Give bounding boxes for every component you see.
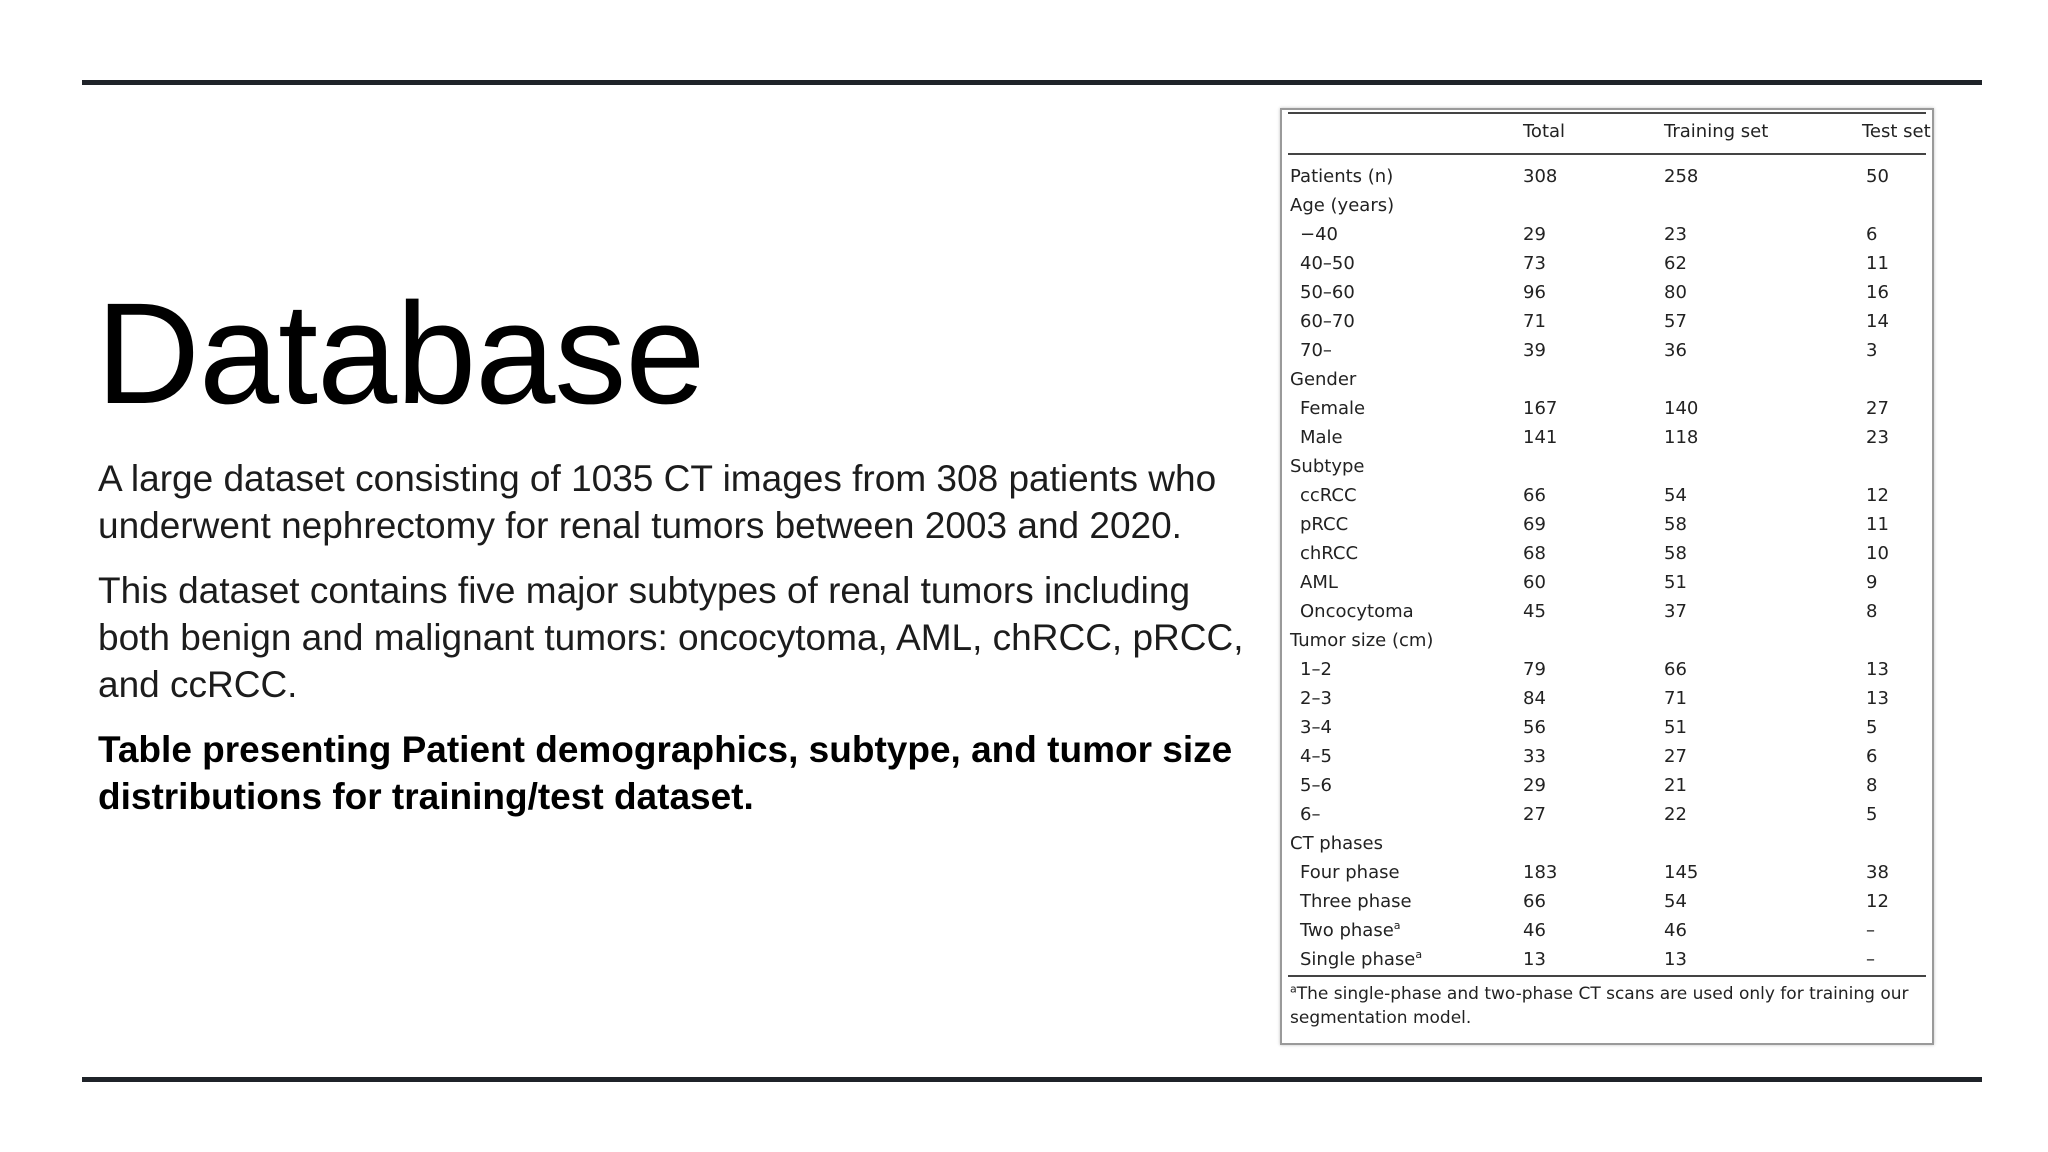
row-label bbox=[1300, 394, 1365, 423]
cell-training: 58 bbox=[1664, 543, 1687, 564]
cell-total: 79 bbox=[1523, 659, 1546, 680]
row-label-text: 50–60 bbox=[1300, 282, 1355, 303]
cell-total: 27 bbox=[1523, 804, 1546, 825]
table-footnote bbox=[1290, 982, 1924, 1030]
cell-training: 66 bbox=[1664, 659, 1687, 680]
cell-test: 5 bbox=[1866, 804, 1878, 825]
row-label bbox=[1290, 162, 1393, 191]
row-label-text: AML bbox=[1300, 572, 1338, 593]
cell-test: 13 bbox=[1866, 688, 1889, 709]
cell-training: 58 bbox=[1664, 514, 1687, 535]
cell-test: 8 bbox=[1866, 775, 1878, 796]
row-label-text: 1–2 bbox=[1300, 659, 1332, 680]
row-label bbox=[1300, 249, 1355, 278]
cell-training: 51 bbox=[1664, 717, 1687, 738]
cell-total: 60 bbox=[1523, 572, 1546, 593]
row-label-footnote-mark: a bbox=[1393, 919, 1401, 932]
table-row bbox=[1282, 568, 1932, 597]
row-label bbox=[1300, 423, 1343, 452]
row-label-text: 60–70 bbox=[1300, 311, 1355, 332]
row-label-text: Four phase bbox=[1300, 862, 1400, 883]
table-body bbox=[1282, 162, 1932, 974]
table-row bbox=[1282, 800, 1932, 829]
top-divider bbox=[82, 80, 1982, 85]
table-row bbox=[1282, 307, 1932, 336]
row-label bbox=[1300, 539, 1358, 568]
cell-training: 46 bbox=[1664, 920, 1687, 941]
cell-training: 21 bbox=[1664, 775, 1687, 796]
row-label bbox=[1300, 945, 1422, 974]
row-label-text: Patients (n) bbox=[1290, 166, 1394, 187]
paragraph-subtypes: This dataset contains five major subtypes of renal tumors including both benign and malignant tumors: oncocytoma, AML, chRCC, pRCC, and ccRCC. bbox=[98, 570, 1244, 705]
table-header-training: Training set bbox=[1664, 121, 1769, 142]
row-label bbox=[1300, 713, 1332, 742]
footnote-mark: a bbox=[1290, 982, 1297, 996]
cell-training: 54 bbox=[1664, 891, 1687, 912]
table-header-total: Total bbox=[1523, 121, 1566, 142]
cell-training: 80 bbox=[1664, 282, 1687, 303]
cell-training: 23 bbox=[1664, 224, 1687, 245]
cell-test: 6 bbox=[1866, 746, 1878, 767]
row-label bbox=[1290, 829, 1383, 858]
row-label-text: 2–3 bbox=[1300, 688, 1332, 709]
row-label bbox=[1300, 916, 1401, 945]
row-label-text: Single phase bbox=[1300, 949, 1416, 970]
cell-test: 27 bbox=[1866, 398, 1889, 419]
cell-total: 45 bbox=[1523, 601, 1546, 622]
table-row bbox=[1282, 510, 1932, 539]
cell-test: – bbox=[1866, 920, 1875, 941]
cell-total: 71 bbox=[1523, 311, 1546, 332]
cell-test: 11 bbox=[1866, 253, 1889, 274]
table-row bbox=[1282, 684, 1932, 713]
row-label bbox=[1300, 278, 1355, 307]
table-row bbox=[1282, 742, 1932, 771]
row-label bbox=[1300, 336, 1332, 365]
cell-training: 13 bbox=[1664, 949, 1687, 970]
row-label-text: Two phase bbox=[1300, 920, 1394, 941]
row-label-text: Male bbox=[1300, 427, 1343, 448]
cell-training: 22 bbox=[1664, 804, 1687, 825]
cell-training: 145 bbox=[1664, 862, 1699, 883]
cell-test: – bbox=[1866, 949, 1875, 970]
paragraph-dataset-size: A large dataset consisting of 1035 CT images from 308 patients who underwent nephrectomy for renal tumors between 2003 and 2020. bbox=[98, 458, 1217, 546]
table-row bbox=[1282, 887, 1932, 916]
cell-total: 29 bbox=[1523, 224, 1546, 245]
cell-total: 56 bbox=[1523, 717, 1546, 738]
row-label-footnote-mark: a bbox=[1415, 948, 1423, 961]
cell-training: 54 bbox=[1664, 485, 1687, 506]
row-label bbox=[1300, 771, 1332, 800]
row-label bbox=[1300, 742, 1332, 771]
table-bottom-rule bbox=[1288, 975, 1926, 977]
row-label-text: Female bbox=[1300, 398, 1366, 419]
cell-training: 37 bbox=[1664, 601, 1687, 622]
table-row bbox=[1282, 220, 1932, 249]
row-label-text: 6– bbox=[1300, 804, 1321, 825]
bottom-divider bbox=[82, 1077, 1982, 1082]
cell-test: 12 bbox=[1866, 485, 1889, 506]
cell-test: 23 bbox=[1866, 427, 1889, 448]
row-label-text: pRCC bbox=[1300, 514, 1349, 535]
cell-total: 69 bbox=[1523, 514, 1546, 535]
cell-test: 6 bbox=[1866, 224, 1878, 245]
slide-title: Database bbox=[96, 273, 705, 434]
row-label bbox=[1300, 481, 1357, 510]
table-row bbox=[1282, 655, 1932, 684]
cell-test: 13 bbox=[1866, 659, 1889, 680]
cell-total: 39 bbox=[1523, 340, 1546, 361]
demographics-table bbox=[1280, 108, 1934, 1045]
cell-total: 308 bbox=[1523, 166, 1558, 187]
row-label bbox=[1300, 568, 1338, 597]
cell-training: 62 bbox=[1664, 253, 1687, 274]
cell-training: 27 bbox=[1664, 746, 1687, 767]
row-label-text: ccRCC bbox=[1300, 485, 1357, 506]
cell-training: 140 bbox=[1664, 398, 1699, 419]
row-label bbox=[1300, 510, 1348, 539]
slide-body bbox=[98, 455, 1248, 838]
table-row bbox=[1282, 829, 1932, 858]
row-label-text: 70– bbox=[1300, 340, 1332, 361]
row-label bbox=[1290, 365, 1356, 394]
row-label-text: Oncocytoma bbox=[1300, 601, 1414, 622]
row-label bbox=[1300, 220, 1338, 249]
cell-test: 11 bbox=[1866, 514, 1889, 535]
row-label bbox=[1300, 307, 1355, 336]
table-row bbox=[1282, 945, 1932, 974]
cell-total: 46 bbox=[1523, 920, 1546, 941]
row-label bbox=[1300, 887, 1412, 916]
row-label-text: 4–5 bbox=[1300, 746, 1332, 767]
cell-test: 14 bbox=[1866, 311, 1889, 332]
cell-test: 10 bbox=[1866, 543, 1889, 564]
cell-test: 9 bbox=[1866, 572, 1878, 593]
table-row bbox=[1282, 191, 1932, 220]
cell-training: 118 bbox=[1664, 427, 1699, 448]
table-row bbox=[1282, 916, 1932, 945]
table-header-test: Test set bbox=[1862, 121, 1931, 142]
row-label-text: Gender bbox=[1290, 369, 1357, 390]
table-row bbox=[1282, 858, 1932, 887]
table-row bbox=[1282, 626, 1932, 655]
row-label bbox=[1300, 800, 1320, 829]
row-label bbox=[1300, 655, 1332, 684]
row-label bbox=[1290, 626, 1433, 655]
row-label-text: chRCC bbox=[1300, 543, 1359, 564]
cell-training: 71 bbox=[1664, 688, 1687, 709]
cell-total: 33 bbox=[1523, 746, 1546, 767]
cell-training: 258 bbox=[1664, 166, 1699, 187]
table-row bbox=[1282, 713, 1932, 742]
cell-total: 13 bbox=[1523, 949, 1546, 970]
row-label-text: CT phases bbox=[1290, 833, 1383, 854]
row-label-text: 3–4 bbox=[1300, 717, 1332, 738]
row-label bbox=[1300, 858, 1400, 887]
table-row bbox=[1282, 481, 1932, 510]
table-row bbox=[1282, 423, 1932, 452]
cell-total: 66 bbox=[1523, 891, 1546, 912]
cell-total: 68 bbox=[1523, 543, 1546, 564]
row-label bbox=[1300, 597, 1414, 626]
row-label-text: Three phase bbox=[1300, 891, 1412, 912]
cell-training: 51 bbox=[1664, 572, 1687, 593]
cell-test: 50 bbox=[1866, 166, 1889, 187]
cell-total: 84 bbox=[1523, 688, 1546, 709]
footnote-text: The single-phase and two-phase CT scans are used only for training our segmentation model. bbox=[1290, 984, 1909, 1028]
cell-total: 73 bbox=[1523, 253, 1546, 274]
cell-total: 66 bbox=[1523, 485, 1546, 506]
paragraph-table-caption: Table presenting Patient demographics, subtype, and tumor size distributions for training/test dataset. bbox=[98, 729, 1233, 817]
cell-test: 16 bbox=[1866, 282, 1889, 303]
cell-test: 8 bbox=[1866, 601, 1878, 622]
row-label bbox=[1290, 191, 1394, 220]
cell-test: 12 bbox=[1866, 891, 1889, 912]
table-row bbox=[1282, 771, 1932, 800]
table-row bbox=[1282, 249, 1932, 278]
table-row bbox=[1282, 162, 1932, 191]
table-row bbox=[1282, 278, 1932, 307]
table-row bbox=[1282, 597, 1932, 626]
row-label-text: 40–50 bbox=[1300, 253, 1355, 274]
cell-total: 96 bbox=[1523, 282, 1546, 303]
cell-training: 36 bbox=[1664, 340, 1687, 361]
cell-total: 141 bbox=[1523, 427, 1558, 448]
cell-total: 29 bbox=[1523, 775, 1546, 796]
table-row bbox=[1282, 365, 1932, 394]
row-label-text: Subtype bbox=[1290, 456, 1365, 477]
row-label bbox=[1290, 452, 1364, 481]
cell-test: 38 bbox=[1866, 862, 1889, 883]
cell-total: 183 bbox=[1523, 862, 1558, 883]
cell-training: 57 bbox=[1664, 311, 1687, 332]
table-header-rule bbox=[1288, 153, 1926, 155]
row-label-text: Tumor size (cm) bbox=[1290, 630, 1434, 651]
row-label-text: −40 bbox=[1300, 224, 1338, 245]
table-row bbox=[1282, 452, 1932, 481]
table-row bbox=[1282, 336, 1932, 365]
row-label bbox=[1300, 684, 1332, 713]
table-row bbox=[1282, 539, 1932, 568]
cell-total: 167 bbox=[1523, 398, 1558, 419]
table-top-rule bbox=[1288, 112, 1926, 114]
row-label-text: 5–6 bbox=[1300, 775, 1332, 796]
table-row bbox=[1282, 394, 1932, 423]
cell-test: 5 bbox=[1866, 717, 1878, 738]
cell-test: 3 bbox=[1866, 340, 1878, 361]
row-label-text: Age (years) bbox=[1290, 195, 1395, 216]
